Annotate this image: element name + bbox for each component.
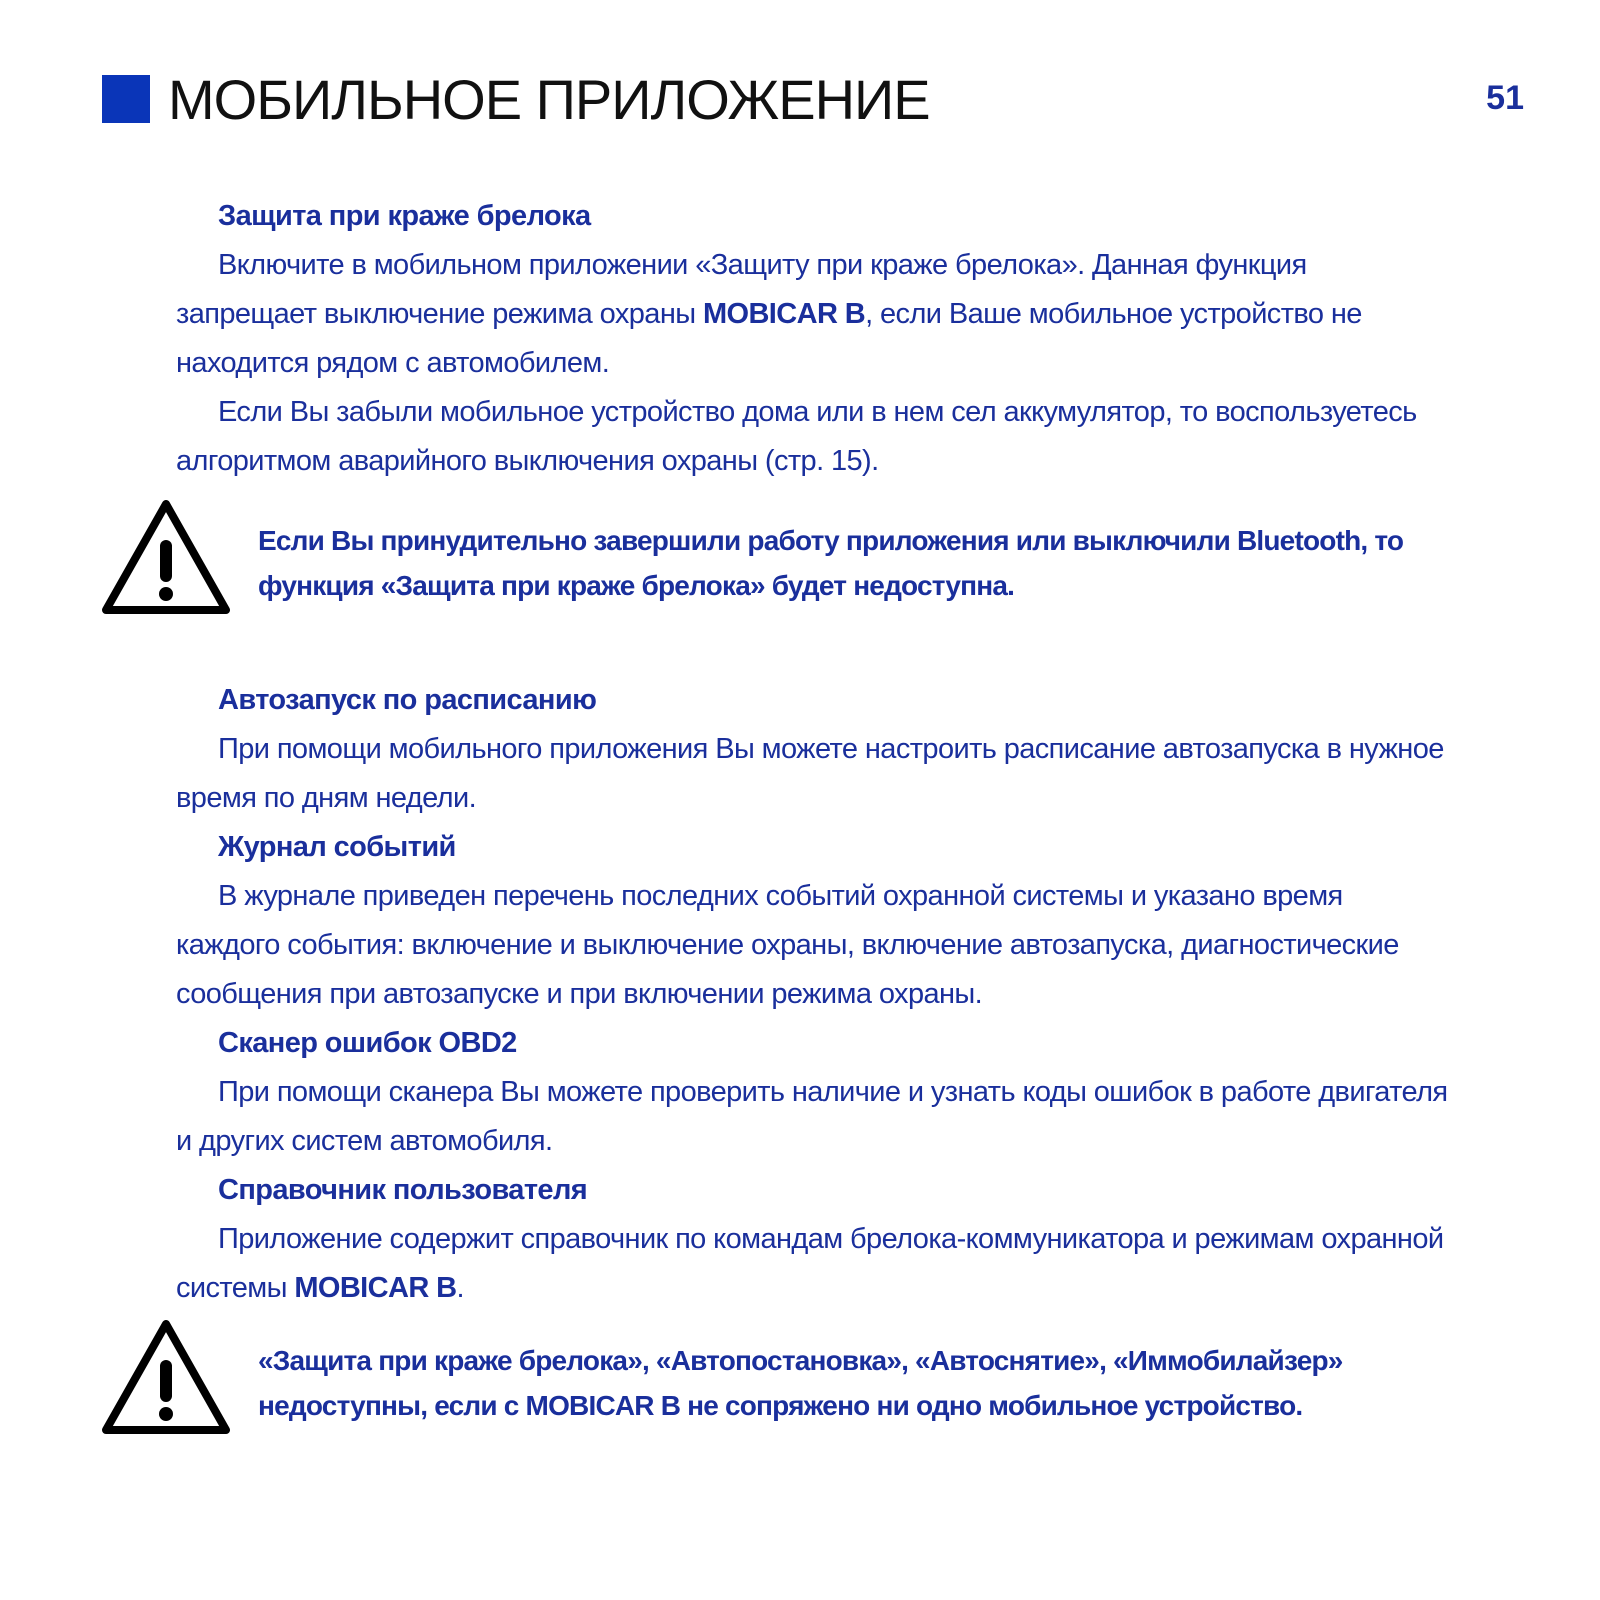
paragraph: Если Вы забыли мобильное устройство дома или в нем сел аккумулятор, то воспользуетесь алгоритмом аварийного выключения охраны (стр. 15). [176, 396, 1417, 477]
warning-triangle-icon [100, 1318, 232, 1438]
section-theft-protection [176, 192, 1451, 486]
paragraph: Приложение содержит справочник по командам брелока-коммуникатора и режимам охранной системы MOBICAR B. [176, 1223, 1444, 1304]
paragraph: При помощи мобильного приложения Вы можете настроить расписание автозапуска в нужное время по дням недели. [176, 733, 1444, 814]
section-heading: Сканер ошибок OBD2 [218, 1027, 517, 1059]
header-square-icon [102, 75, 150, 123]
section-heading: Защита при краже брелока [218, 200, 591, 232]
section-heading: Журнал событий [218, 831, 456, 863]
paragraph: В журнале приведен перечень последних событий охранной системы и указано время каждого события: включение и выключение охраны, включение автозапуска, диагностические сообщения при автозапуске и при включении режима охраны. [176, 880, 1399, 1010]
section-heading: Справочник пользователя [218, 1174, 588, 1206]
warning-box-2 [100, 1318, 1500, 1443]
warning-text: Если Вы принудительно завершили работу приложения или выключили Bluetooth, то функция «Защита при краже брелока» будет недоступна. [258, 525, 1404, 601]
page-title: МОБИЛЬНОЕ ПРИЛОЖЕНИЕ [168, 68, 930, 131]
warning-triangle-icon [100, 498, 232, 618]
warning-text: «Защита при краже брелока», «Автопостановка», «Автоснятие», «Иммобилайзер» недоступны, если с MOBICAR B не сопряжено ни одно мобильное устройство. [258, 1345, 1343, 1421]
brand-name: MOBICAR B [294, 1272, 457, 1304]
warning-box-1 [100, 498, 1500, 623]
paragraph: Включите в мобильном приложении «Защиту при краже брелока». Данная функция запрещает выключение режима охраны MOBICAR B, если Ваше мобильное устройство не находится рядом с автомобилем. [176, 249, 1362, 379]
section-heading: Автозапуск по расписанию [218, 684, 597, 716]
brand-name: MOBICAR B [702, 298, 866, 330]
paragraph: При помощи сканера Вы можете проверить наличие и узнать коды ошибок в работе двигателя и других систем автомобиля. [176, 1076, 1448, 1157]
section-autostart [176, 676, 1451, 1313]
page-number: 51 [1486, 79, 1524, 117]
